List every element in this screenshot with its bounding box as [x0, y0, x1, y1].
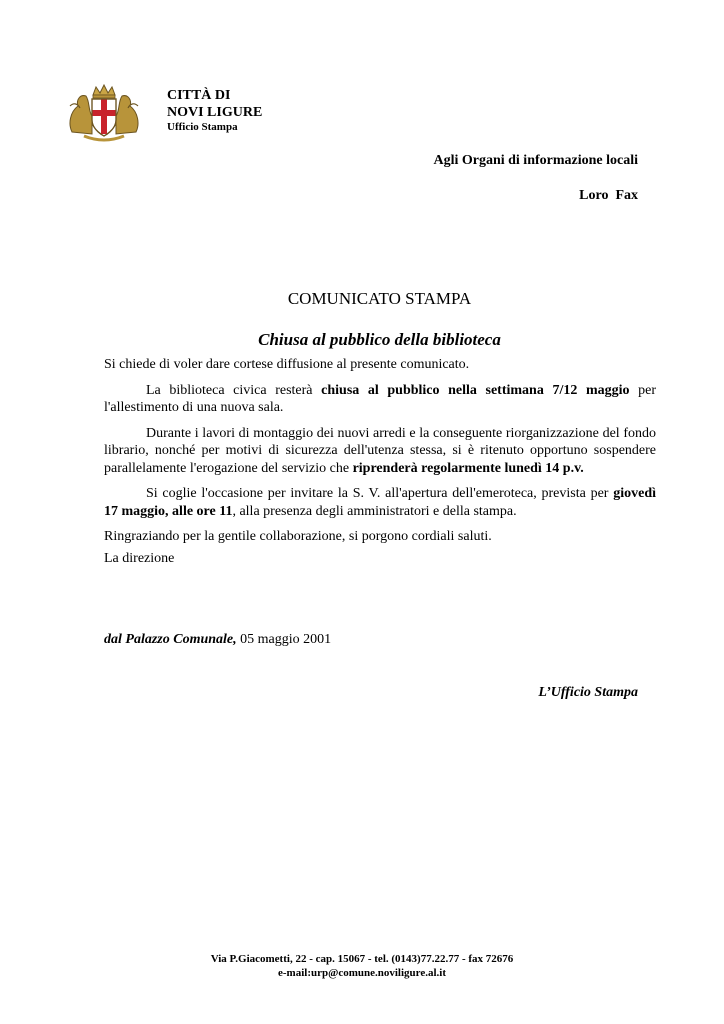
closing-greeting: Ringraziando per la gentile collaborazione, si porgono cordiali saluti.	[104, 529, 492, 544]
document-title: COMUNICATO STAMPA	[287, 289, 472, 308]
paragraph-bold-text: chiusa al pubblico nella settimana 7/12 maggio	[321, 382, 630, 398]
city-name-line2: NOVI LIGURE	[167, 105, 263, 120]
document-body	[104, 356, 656, 575]
paragraph-text: La biblioteca civica resterà	[146, 382, 322, 398]
office-name: Ufficio Stampa	[167, 121, 238, 133]
footer-address: Via P.Giacometti, 22 - cap. 15067 - tel. (0143)77.22.77 - fax 72676	[210, 953, 514, 965]
coat-of-arms-logo	[66, 82, 142, 142]
paragraph-bold-text: giovedì 17 maggio, alle ore 11	[104, 486, 656, 519]
intro-paragraph: Si chiede di voler dare cortese diffusione al presente comunicato.	[104, 357, 470, 372]
recipient-line1: Agli Organi di informazione locali	[433, 153, 638, 168]
document-subtitle: Chiusa al pubblico della biblioteca	[258, 330, 501, 349]
paragraph-text: Si coglie l'occasione per invitare la S. V. all'apertura dell'emeroteca, prevista per	[146, 486, 614, 501]
footer-email: e-mail:urp@comune.noviligure.al.it	[278, 967, 446, 979]
paragraph-closure	[104, 382, 656, 417]
place-label: dal Palazzo Comunale,	[104, 632, 237, 647]
signature: L’Ufficio Stampa	[538, 685, 638, 700]
paragraph-text: Durante i lavori di montaggio dei nuovi arredi e la conseguente riorganizzazione del fondo librario, nonché per motivi di sicurezza dell'utenza stessa, si è ritenuto opportuno sospendere parallelamente l'erogazione del servizio che	[104, 425, 656, 476]
recipient-line2: Loro Fax	[579, 188, 638, 203]
letterhead	[167, 87, 262, 134]
footer	[0, 952, 724, 980]
direction-line: La direzione	[104, 550, 175, 566]
city-name-line1: CITTÀ DI	[167, 88, 231, 103]
paragraph-invitation	[104, 485, 656, 520]
place-date-line	[104, 632, 331, 648]
date: 05 maggio 2001	[236, 632, 332, 647]
paragraph-text: , alla presenza degli amministratori e della stampa.	[232, 503, 517, 519]
paragraph-works	[104, 425, 656, 478]
paragraph-text: per l'allestimento di una nuova sala.	[104, 382, 656, 415]
paragraph-bold-text: riprenderà regolarmente lunedì 14 p.v.	[352, 460, 584, 476]
